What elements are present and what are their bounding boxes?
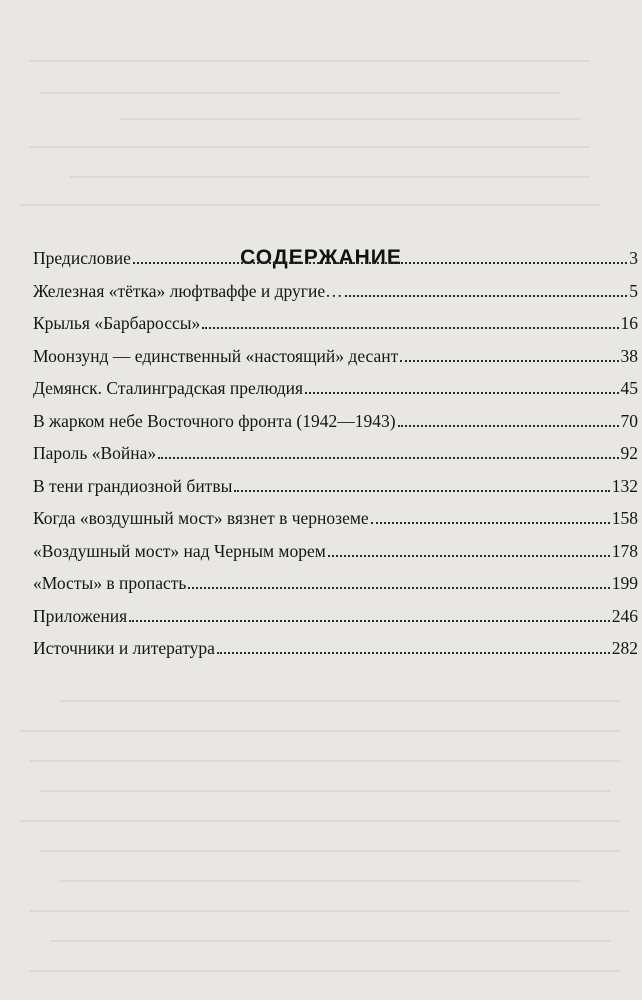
toc-entry (33, 280, 638, 316)
toc-entry-page: 199 (611, 573, 638, 593)
toc-entry (33, 380, 638, 413)
bleed-through-line (120, 118, 580, 120)
bleed-through-line (30, 146, 590, 148)
toc-entry-title: В жарком небе Восточного фронта (1942—1943) (33, 410, 396, 431)
dot-leader (129, 620, 610, 622)
toc-entry-page: 38 (620, 345, 638, 366)
page-title: СОДЕРЖАНИЕ (240, 246, 402, 270)
bleed-through-line (30, 970, 620, 972)
toc-entry-page: 158 (611, 508, 638, 528)
toc-entry (33, 605, 638, 641)
toc-entry (33, 410, 638, 446)
toc-entry (33, 640, 638, 673)
dot-leader (202, 327, 618, 329)
bleed-through-line (30, 760, 620, 762)
dot-leader (133, 262, 627, 264)
toc-entry-title: Демянск. Сталинградская прелюдия (33, 378, 304, 398)
toc-entry-title: Приложения (33, 605, 128, 626)
toc-entry (33, 510, 638, 543)
dot-leader (234, 490, 609, 492)
dot-leader (158, 457, 618, 459)
toc-entry-page: 92 (620, 443, 638, 463)
bleed-through-line (20, 820, 620, 822)
toc-entry-title: Источники и литература (33, 638, 215, 658)
bleed-through-line (30, 60, 590, 62)
toc-entry-title: Предисловие (33, 248, 131, 268)
dot-leader (400, 360, 618, 362)
bleed-through-line (40, 92, 560, 94)
toc-entry-title: Пароль «Война» (33, 443, 157, 463)
dot-leader (328, 555, 610, 557)
bleed-through-line (20, 204, 600, 206)
toc-entry-page: 45 (620, 378, 638, 398)
toc-entry-title: Моонзунд — единственный «настоящий» десант (33, 345, 399, 366)
dot-leader (217, 652, 610, 654)
bleed-through-line (40, 850, 620, 852)
toc-entry-page: 282 (611, 638, 638, 658)
toc-entry-page: 70 (620, 410, 638, 431)
toc-entry-page: 16 (620, 313, 638, 333)
bleed-through-line (70, 176, 590, 178)
dot-leader (371, 522, 610, 524)
toc-entry (33, 475, 638, 511)
toc-entry-title: Железная «тётка» люфтваффе и другие… (33, 280, 343, 301)
toc-entry-page: 178 (611, 540, 638, 561)
toc-entry-page: 5 (629, 280, 638, 301)
toc-entry-page: 3 (629, 248, 638, 268)
bleed-through-line (20, 730, 620, 732)
dot-leader (398, 425, 619, 427)
bleed-through-line (50, 940, 610, 942)
bleed-through-line (40, 790, 610, 792)
table-of-contents (33, 250, 638, 673)
bleed-through-line (60, 880, 580, 882)
toc-entry-title: Когда «воздушный мост» вязнет в черноземе (33, 508, 369, 528)
dot-leader (345, 295, 628, 297)
toc-entry (33, 540, 638, 576)
bleed-through-line (60, 700, 620, 702)
bleed-through-line (30, 910, 630, 912)
toc-entry (33, 315, 638, 348)
toc-entry-title: Крылья «Барбароссы» (33, 313, 201, 333)
toc-entry-title: «Воздушный мост» над Черным морем (33, 540, 326, 561)
toc-entry-page: 246 (611, 605, 638, 626)
toc-entry (33, 575, 638, 608)
toc-entry (33, 445, 638, 478)
toc-entry (33, 250, 638, 283)
dot-leader (188, 587, 609, 589)
toc-entry-page: 132 (611, 475, 638, 496)
toc-entry-title: В тени грандиозной битвы (33, 475, 233, 496)
toc-entry-title: «Мосты» в пропасть (33, 573, 187, 593)
toc-entry (33, 345, 638, 381)
dot-leader (305, 392, 618, 394)
